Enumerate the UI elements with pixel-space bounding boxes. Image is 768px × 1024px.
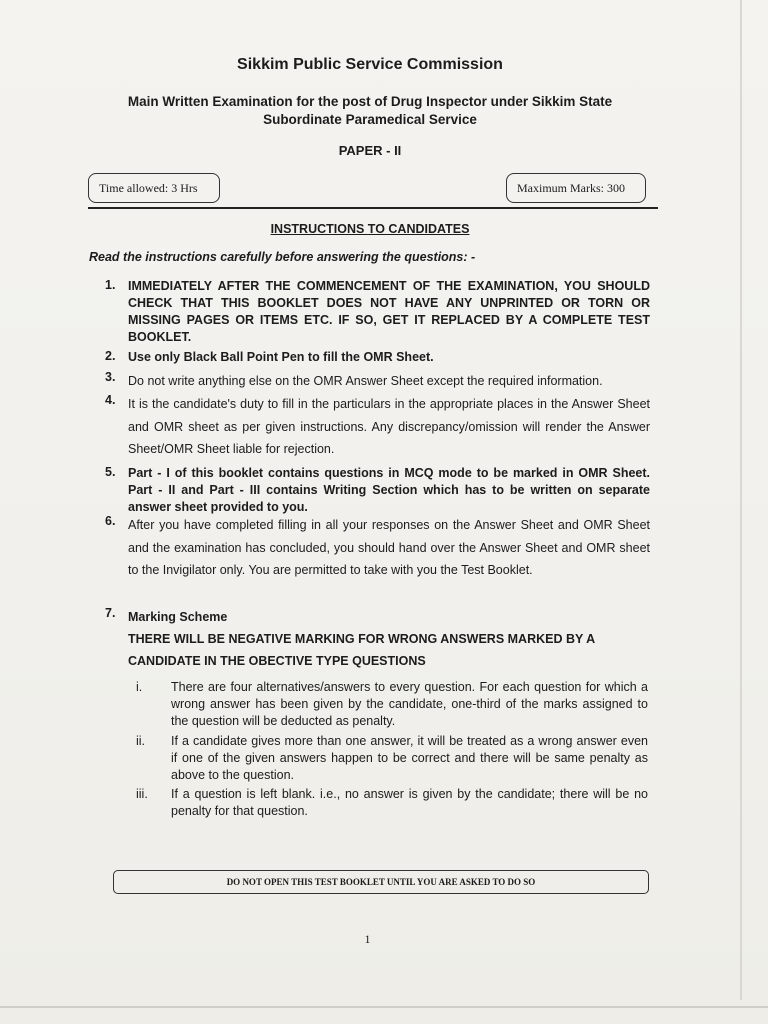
page-edge-bottom: [0, 1006, 768, 1008]
instruction-item: [105, 349, 650, 366]
item-number: 2.: [105, 349, 116, 363]
sub-item-number: ii.: [136, 734, 146, 748]
item-number: 7.: [105, 606, 116, 620]
marking-sub-item: [136, 786, 648, 820]
item-text: Part - I of this booklet contains questions in MCQ mode to be marked in OMR Sheet. Part - II and Part - III contains Writing Section which has to be written on separate answer sheet provided to you.: [128, 466, 650, 514]
paper-label: PAPER - II: [338, 143, 402, 158]
sub-item-text: There are four alternatives/answers to every question. For each question for which a wrong answer has been given by the candidate, one-third of the marks assigned to the question will be deducted as penalty.: [171, 680, 648, 728]
instruction-item: [105, 393, 650, 461]
item-text: It is the candidate's duty to fill in the particulars in the appropriate places in the Answer Sheet and OMR sheet as per given instructions. Any discrepancy/omission will render the Answer Sheet/OMR Sheet liable for rejection.: [128, 397, 650, 456]
item-number: 3.: [105, 370, 116, 384]
exam-title-line-1: Main Written Examination for the post of Drug Inspector under Sikkim State: [127, 94, 613, 109]
negative-marking-notice: THERE WILL BE NEGATIVE MARKING FOR WRONG ANSWERS MARKED BY A CANDIDATE IN THE OBECTIVE TYPE QUESTIONS: [128, 632, 595, 668]
sub-item-number: iii.: [136, 787, 148, 801]
item-number: 6.: [105, 514, 116, 528]
exam-title-line-2: Subordinate Paramedical Service: [263, 112, 477, 127]
item-text: Use only Black Ball Point Pen to fill the OMR Sheet.: [128, 350, 434, 364]
instruction-item: [105, 514, 650, 582]
marking-scheme-heading: Marking Scheme: [128, 610, 228, 624]
header-divider: [88, 207, 658, 209]
instructions-title: INSTRUCTIONS TO CANDIDATES: [270, 222, 470, 236]
max-marks-box: Maximum Marks: 300: [506, 173, 646, 203]
item-number: 4.: [105, 393, 116, 407]
item-text: IMMEDIATELY AFTER THE COMMENCEMENT OF THE EXAMINATION, YOU SHOULD CHECK THAT THIS BOOKLET DOES NOT HAVE ANY UNPRINTED OR TORN OR MISSING PAGES OR ITEMS ETC. IF SO, GET IT REPLACED BY A COMPLETE TEST BOOKLET.: [128, 279, 650, 344]
instructions-lead: Read the instructions carefully before answering the questions: -: [89, 250, 476, 264]
instruction-item: [105, 606, 650, 672]
instruction-item: [105, 465, 650, 516]
marking-sub-item: [136, 733, 648, 784]
item-text: Do not write anything else on the OMR Answer Sheet except the required information.: [128, 374, 603, 388]
instruction-item: [105, 278, 650, 346]
sub-item-number: i.: [136, 680, 143, 694]
sub-item-text: If a question is left blank. i.e., no answer is given by the candidate; there will be no penalty for that question.: [171, 787, 648, 818]
do-not-open-notice: DO NOT OPEN THIS TEST BOOKLET UNTIL YOU ARE ASKED TO DO SO: [113, 870, 649, 894]
time-allowed-box: Time allowed: 3 Hrs: [88, 173, 220, 203]
commission-title: Sikkim Public Service Commission: [237, 56, 503, 73]
marking-sub-item: [136, 679, 648, 730]
item-number: 1.: [105, 278, 116, 292]
item-number: 5.: [105, 465, 116, 479]
page-number: 1: [364, 932, 371, 946]
item-text: After you have completed filling in all your responses on the Answer Sheet and OMR Sheet and the examination has concluded, you should hand over the Answer Sheet and OMR sheet to the Invigilator only. You are permitted to take with you the Test Booklet.: [128, 518, 650, 577]
page-edge-right: [740, 0, 742, 1000]
sub-item-text: If a candidate gives more than one answer, it will be treated as a wrong answer even if one of the given answers happen to be correct and there will be same penalty as above to the question.: [171, 734, 648, 782]
exam-title: [80, 93, 660, 129]
instruction-item: [105, 370, 650, 393]
